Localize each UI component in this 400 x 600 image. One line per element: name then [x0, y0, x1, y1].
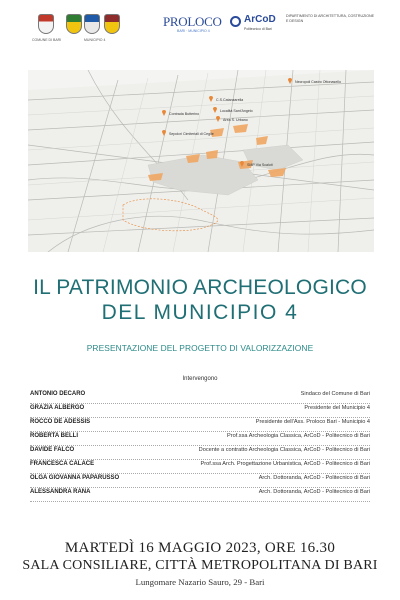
- speaker-row: [30, 418, 370, 432]
- speaker-role: Presidente dell'Ass. Proloco Bari - Municipio 4: [255, 419, 370, 425]
- pin-label-butterino: Contrada Butterino: [169, 112, 200, 116]
- speaker-name: ALESSANDRA RANA: [30, 489, 91, 495]
- comune-bari-caption: COMUNE DI BARI: [32, 38, 62, 42]
- municipio-crest-icon-3: [104, 14, 120, 34]
- archaeological-map: [28, 70, 374, 252]
- event-date: MARTEDÌ 16 MAGGIO 2023, ORE 16.30: [64, 540, 336, 556]
- main-title-line1: IL PATRIMONIO ARCHEOLOGICO: [33, 276, 367, 299]
- main-title-line2: DEL MUNICIPIO 4: [101, 301, 299, 324]
- speaker-role: Prof.ssa Archeologia Classica, ArCoD - Politecnico di Bari: [226, 433, 370, 439]
- proloco-logo-sub: BARI · MUNICIPIO 4: [177, 29, 210, 33]
- arcod-logo-sub: Politecnico di Bari: [244, 27, 272, 31]
- arcod-logo: ArCoD: [244, 14, 276, 25]
- speaker-role: Presidente del Municipio 4: [304, 405, 370, 411]
- speaker-name: DAVIDE FALCO: [30, 447, 75, 453]
- speaker-name: ANTONIO DECARO: [30, 391, 86, 397]
- arcod-mark-icon: [230, 16, 241, 27]
- pin-label-ceglie: Sepolcri Cimiteriali di Ceglie: [169, 132, 214, 136]
- speaker-role: Arch. Dottoranda, ArCoD - Politecnico di Bari: [258, 475, 370, 481]
- speaker-row: [30, 488, 370, 502]
- municipio-crest-icon-2: [84, 14, 100, 34]
- speaker-name: OLGA GIOVANNA PAPARUSSO: [30, 475, 120, 481]
- event-address: Lungomare Nazario Sauro, 29 - Bari: [135, 577, 265, 587]
- speaker-row: [30, 390, 370, 404]
- speaker-row: [30, 446, 370, 460]
- subtitle: PRESENTAZIONE DEL PROGETTO DI VALORIZZAZIONE: [86, 343, 314, 353]
- municipio-crest-icon: [66, 14, 82, 34]
- speaker-role: Sindaco del Comune di Bari: [300, 391, 370, 397]
- speaker-name: ROBERTA BELLI: [30, 433, 78, 439]
- comune-bari-crest-icon: [38, 14, 54, 34]
- pin-label-necropoli: Necropoli Castro Ottonasello: [295, 80, 341, 84]
- header-logos: [28, 10, 378, 50]
- speaker-name: GRAZIA ALBERGO: [30, 405, 85, 411]
- speaker-row: [30, 460, 370, 474]
- speaker-row: [30, 474, 370, 488]
- speaker-name: FRANCESCA CALACE: [30, 461, 95, 467]
- speaker-name: ROCCO DE ADESSIS: [30, 419, 91, 425]
- pin-label-surbano: Area S. Urbano: [223, 118, 248, 122]
- proloco-logo: PROLOCO: [163, 14, 222, 29]
- speakers-heading: Intervengono: [182, 376, 218, 382]
- speaker-role: Docente a contratto Archeologia Classica, ArCoD - Politecnico di Bari: [198, 447, 370, 453]
- municipio-caption: MUNICIPIO 4: [84, 38, 106, 42]
- pin-label-scaloti: SMP Via Scaloti: [247, 163, 273, 167]
- department-name: DIPARTIMENTO DI ARCHITETTURA, COSTRUZIONE E DESIGN: [286, 14, 375, 23]
- speaker-row: [30, 404, 370, 418]
- speaker-role: Prof.ssa Arch. Progettazione Urbanistica, ArCoD - Politecnico di Bari: [200, 461, 370, 467]
- pin-label-santangelo: Località Sant'Angelo: [220, 109, 253, 113]
- speaker-role: Arch. Dottoranda, ArCoD - Politecnico di Bari: [258, 489, 370, 495]
- speakers-list: [30, 390, 370, 502]
- speaker-row: [30, 432, 370, 446]
- event-venue: SALA CONSILIARE, CITTÀ METROPOLITANA DI BARI: [22, 558, 378, 573]
- pin-label-catanzarella: C.S.Catanzarella: [216, 98, 244, 102]
